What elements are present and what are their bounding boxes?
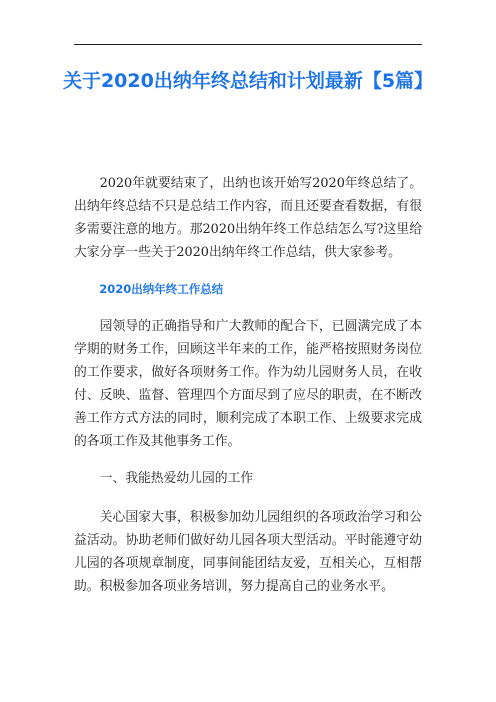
section-heading: 2020出纳年终工作总结 xyxy=(99,282,224,296)
document-body xyxy=(74,172,422,598)
body-paragraph-1: 园领导的正确指导和广大教师的配合下，已圆满完成了本学期的财务工作，回顾这半年来的工作，能严格按照财务岗位的工作要求，做好各项财务工作。作为幼儿园财务人员，在收付、反映、监督、管理四个方面尽到了应尽的职责，在不断改善工作方式方法的同时，顺利完成了本职工作、上级要求完成的各项工作及其他事务工作。 xyxy=(74,319,422,449)
header-rule xyxy=(74,44,422,45)
body-paragraph-2: 关心国家大事，积极参加幼儿园组织的各项政治学习和公益活动。协助老师们做好幼儿园各项大型活动。平时能遵守幼儿园的各项规章制度，同事间能团结友爱，互相关心，互相帮助。积极参加各项业务培训，努力提高自己的业务水平。 xyxy=(74,510,422,594)
document-title: 关于2020出纳年终总结和计划最新【5篇】 xyxy=(62,70,434,92)
subheading-1: 一、我能热爱幼儿园的工作 xyxy=(99,471,254,486)
intro-paragraph: 2020年就要结束了，出纳也该开始写2020年终总结了。出纳年终总结不只是总结工作内容，而且还要查看数据，有很多需要注意的地方。那2020出纳年终工作总结怎么写?这里给大家分享一些关于2020出纳年终工作总结，供大家参考。 xyxy=(74,176,422,260)
